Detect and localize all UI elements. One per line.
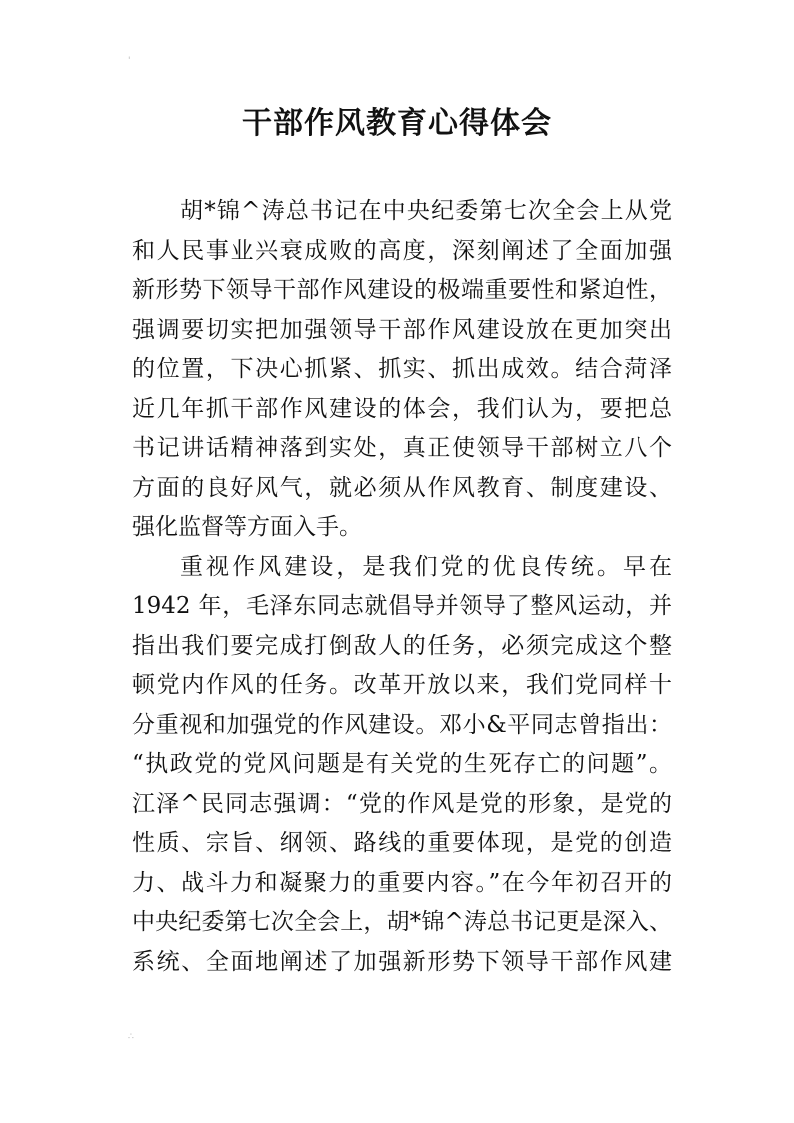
text-line: 江泽^民同志强调：“党的作风是党的形象，是党的 <box>132 790 672 817</box>
document-body <box>132 192 672 982</box>
text-line: 指出我们要完成打倒敌人的任务，必须完成这个整 <box>132 632 672 659</box>
text-line: 1942 年，毛泽东同志就倡导并领导了整风运动，并 <box>132 593 672 619</box>
text-line: 方面的良好风气，就必须从作风教育、制度建设、 <box>132 474 672 501</box>
text-line: 书记讲话精神落到实处，真正使领导干部树立八个 <box>132 435 672 461</box>
text-line: 分重视和加强党的作风建设。邓小&平同志曾指出： <box>132 711 672 738</box>
text-line: 强调要切实把加强领导干部作风建设放在更加突出 <box>132 316 672 343</box>
page-corner-mark-bottom: ∴ <box>128 1032 134 1042</box>
text-line: 近几年抓干部作风建设的体会，我们认为，要把总 <box>132 395 672 422</box>
text-line: 性质、宗旨、纲领、路线的重要体现，是党的创造 <box>132 830 672 856</box>
page-corner-mark-top: ' <box>128 56 131 66</box>
text-line: 顿党内作风的任务。改革开放以来，我们党同样十 <box>132 672 672 698</box>
text-line: 系统、全面地阐述了加强新形势下领导干部作风建 <box>132 948 672 975</box>
text-line: 力、战斗力和凝聚力的重要内容。”在今年初召开的 <box>132 869 672 896</box>
text-line: 重视作风建设，是我们党的优良传统。早在 <box>180 553 672 580</box>
text-line: 中央纪委第七次全会上，胡*锦^涛总书记更是深入、 <box>132 909 672 935</box>
text-line: 强化监督等方面入手。 <box>132 514 362 540</box>
text-line: 的位置，下决心抓紧、抓实、抓出成效。结合菏泽 <box>132 356 672 382</box>
text-line: “执政党的党风问题是有关党的生死存亡的问题”。 <box>132 751 672 777</box>
text-line: 新形势下领导干部作风建设的极端重要性和紧迫性， <box>132 277 672 303</box>
text-line: 胡*锦^涛总书记在中央纪委第七次全会上从党 <box>180 198 672 224</box>
document-title: 干部作风教育心得体会 <box>242 106 552 141</box>
text-line: 和人民事业兴衰成败的高度，深刻阐述了全面加强 <box>132 237 672 264</box>
